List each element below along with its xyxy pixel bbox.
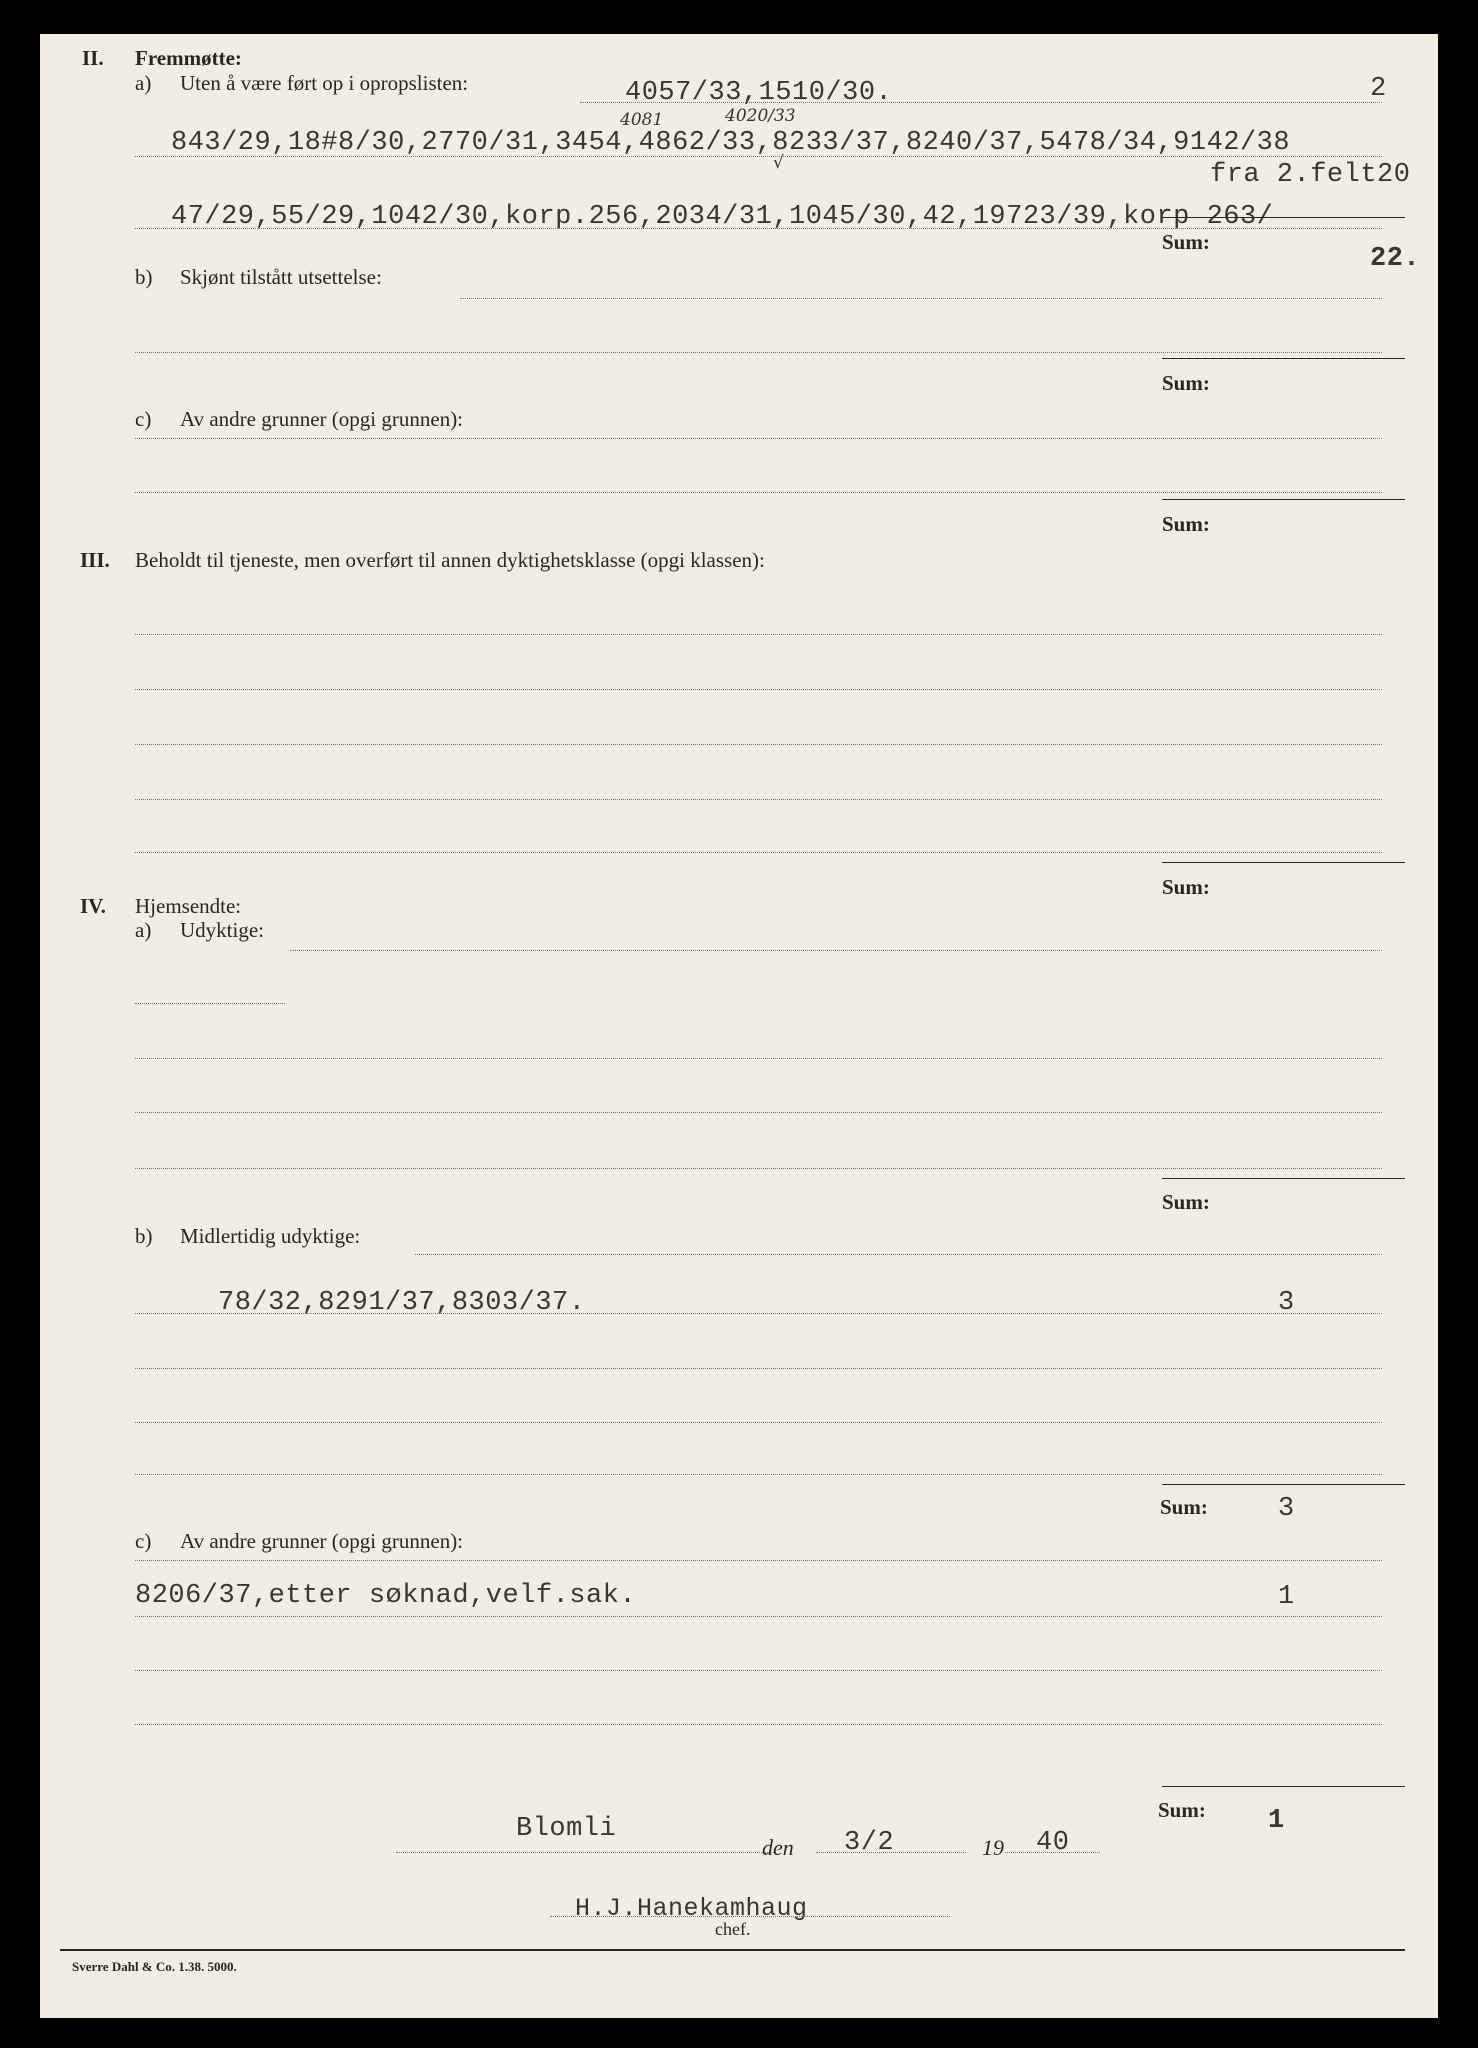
dotted-line <box>135 799 1382 800</box>
ii-a-sum-value: 22. <box>1370 244 1421 274</box>
section-iv-title: Hjemsendte: <box>135 894 242 918</box>
iv-c-entry-1: 8206/37,etter søknad,velf.sak. <box>135 1581 637 1611</box>
dotted-line <box>135 1474 1382 1475</box>
ii-a-entry-3: 47/29,55/29,1042/30,korp.256,2034/31,1045/30,42,19723/39,korp 263/ <box>171 202 1274 232</box>
iv-c-letter: c) <box>135 1529 152 1553</box>
section-ii-title: Fremmøtte: <box>135 46 242 70</box>
section-iii-title: Beholdt til tjeneste, men overført til annen dyktighetsklasse (opgi klassen): <box>135 548 765 572</box>
iv-b-sum-value: 3 <box>1278 1494 1295 1524</box>
sum-rule <box>1162 499 1405 500</box>
iv-b-label: Midlertidig udyktige: <box>180 1224 361 1248</box>
ii-a-entry-1: 4057/33,1510/30. <box>625 78 893 108</box>
dotted-line <box>550 1916 950 1917</box>
iv-c-sum-label: Sum: <box>1158 1798 1206 1822</box>
ii-c-label: Av andre grunner (opgi grunnen): <box>180 407 464 431</box>
iv-b-entry-1: 78/32,8291/37,8303/37. <box>218 1288 586 1318</box>
den-label: den <box>762 1835 794 1860</box>
dotted-line <box>135 1560 1382 1561</box>
dotted-line <box>460 298 1382 299</box>
signatory-role: chef. <box>715 1919 751 1939</box>
iv-c-count-1: 1 <box>1278 1582 1295 1612</box>
dotted-line <box>135 156 1382 157</box>
iii-sum-label: Sum: <box>1162 875 1210 899</box>
ii-c-sum-label: Sum: <box>1162 512 1210 536</box>
ii-a-handwritten-note-1: 4081 <box>620 110 664 130</box>
dotted-line <box>135 744 1382 745</box>
dotted-line <box>135 1112 1382 1113</box>
iv-c-sum-value: 1 <box>1268 1806 1285 1836</box>
section-iv-numeral: IV. <box>80 894 106 918</box>
sum-rule <box>1162 1786 1405 1787</box>
ii-a-sum-label: Sum: <box>1162 230 1210 254</box>
dotted-line <box>135 228 1382 229</box>
iv-b-letter: b) <box>135 1224 153 1248</box>
dotted-line <box>135 634 1382 635</box>
dotted-line <box>135 1168 1382 1169</box>
ii-b-sum-label: Sum: <box>1162 371 1210 395</box>
year-suffix: 40 <box>1036 1828 1070 1858</box>
sum-rule <box>1162 1178 1405 1179</box>
dotted-line <box>135 1368 1382 1369</box>
dotted-line <box>135 1313 1382 1314</box>
iv-b-sum-label: Sum: <box>1160 1495 1208 1519</box>
footer-rule <box>60 1949 1405 1951</box>
sum-rule <box>1162 217 1405 218</box>
iv-a-sum-label: Sum: <box>1162 1190 1210 1214</box>
dotted-line <box>135 1670 1382 1671</box>
iv-a-label: Udyktige: <box>180 918 264 942</box>
dotted-line <box>135 1616 1382 1617</box>
dotted-line <box>580 102 1382 103</box>
ii-a-carry-over: fra 2.felt20 <box>1210 160 1411 190</box>
dotted-line <box>135 852 1382 853</box>
ii-a-letter: a) <box>135 71 152 95</box>
dotted-line <box>415 1254 1382 1255</box>
dotted-line <box>135 1003 285 1004</box>
ii-a-label: Uten å være ført op i opropslisten: <box>180 71 469 95</box>
signature-date: 3/2 <box>844 1828 895 1858</box>
sum-rule <box>1162 1484 1405 1485</box>
dotted-line <box>135 1058 1382 1059</box>
section-iii-numeral: III. <box>80 548 110 572</box>
ii-b-letter: b) <box>135 265 153 289</box>
year-prefix: 19 <box>982 1835 1004 1860</box>
dotted-line <box>135 352 1382 353</box>
section-ii-numeral: II. <box>82 46 104 70</box>
ii-c-letter: c) <box>135 407 152 431</box>
form-page <box>40 34 1438 2018</box>
printer-imprint: Sverre Dahl & Co. 1.38. 5000. <box>72 1959 237 1974</box>
dotted-line <box>290 950 1382 951</box>
sum-rule <box>1162 358 1405 359</box>
ii-a-count-1: 2 <box>1370 74 1387 104</box>
dotted-line <box>135 492 1382 493</box>
signatory-name: H.J.Hanekamhaug <box>575 1894 808 1923</box>
ii-a-entry-2: 843/29,18#8/30,2770/31,3454,4862/33,8233/37,8240/37,5478/34,9142/38 <box>171 128 1291 158</box>
iv-a-letter: a) <box>135 918 152 942</box>
dotted-line <box>396 1852 776 1853</box>
sum-rule <box>1162 862 1405 863</box>
ii-a-check-mark: √ <box>773 153 784 173</box>
ii-a-handwritten-note-2: 4020/33 <box>725 106 796 126</box>
dotted-line <box>135 438 1382 439</box>
signature-place: Blomli <box>516 1814 617 1844</box>
iv-c-label: Av andre grunner (opgi grunnen): <box>180 1529 464 1553</box>
ii-b-label: Skjønt tilstått utsettelse: <box>180 265 382 289</box>
dotted-line <box>135 689 1382 690</box>
iv-b-count-1: 3 <box>1278 1288 1295 1318</box>
dotted-line <box>135 1724 1382 1725</box>
dotted-line <box>135 1422 1382 1423</box>
